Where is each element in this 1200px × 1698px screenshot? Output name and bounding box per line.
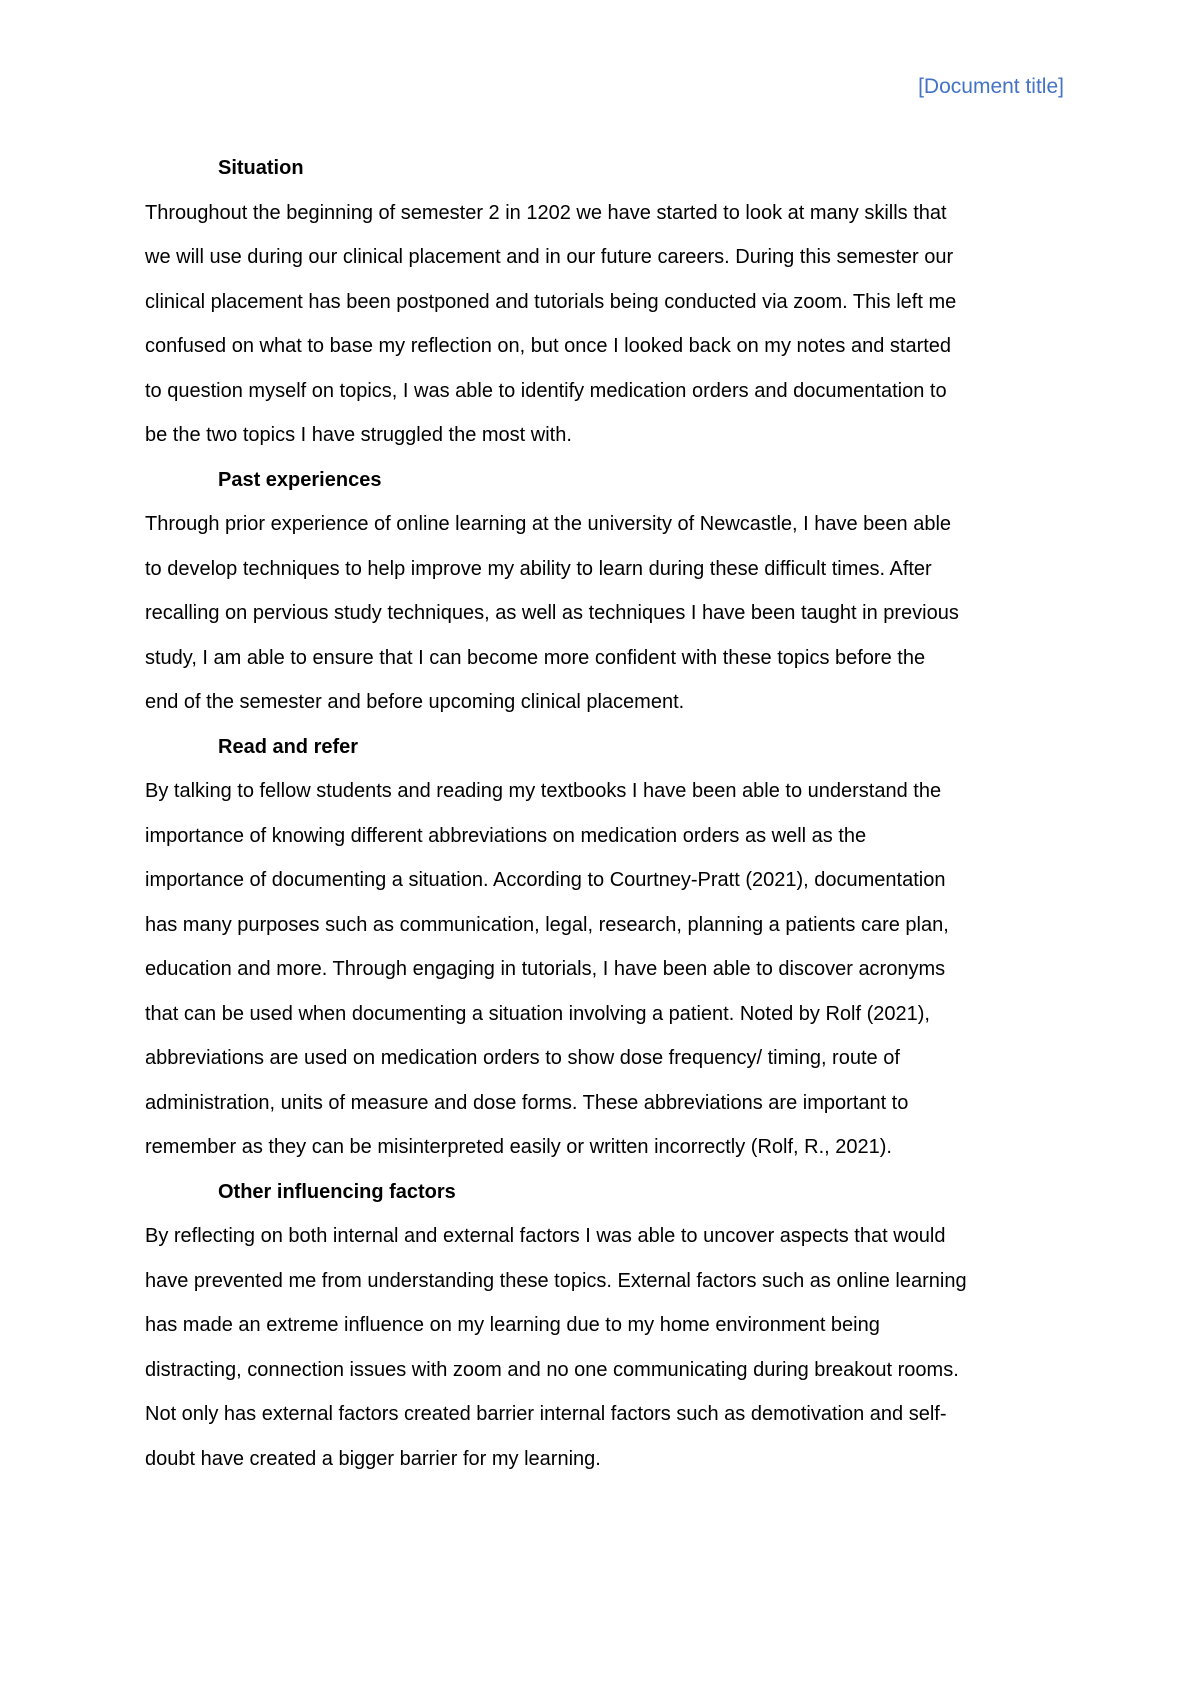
text-line: education and more. Through engaging in tutorials, I have been able to discover acronyms	[145, 958, 946, 980]
section-other-influencing-factors	[145, 1170, 1065, 1482]
section-heading: Other influencing factors	[218, 1180, 456, 1203]
text-line: Through prior experience of online learning at the university of Newcastle, I have been able	[145, 513, 952, 535]
text-line: be the two topics I have struggled the most with.	[145, 424, 572, 446]
text-line: has many purposes such as communication, legal, research, planning a patients care plan,	[145, 913, 949, 936]
section-past-experiences	[145, 458, 1065, 725]
text-line: distracting, connection issues with zoom and no one communicating during breakout rooms.	[145, 1358, 959, 1381]
text-line: By reflecting on both internal and external factors I was able to uncover aspects that would	[145, 1225, 946, 1247]
document-title-header[interactable]: [Document title]	[918, 75, 1064, 98]
section-paragraph	[145, 1214, 1065, 1481]
text-line: Throughout the beginning of semester 2 in 1202 we have started to look at many skills that	[145, 201, 947, 224]
text-line: importance of knowing different abbreviations on medication orders as well as the	[145, 824, 867, 847]
text-line: By talking to fellow students and reading my textbooks I have been able to understand the	[145, 780, 942, 802]
section-paragraph	[145, 502, 1065, 725]
document-body	[145, 146, 1065, 1481]
text-line: remember as they can be misinterpreted easily or written incorrectly (Rolf, R., 2021).	[145, 1136, 892, 1158]
text-line: has made an extreme influence on my learning due to my home environment being	[145, 1314, 880, 1336]
text-line: importance of documenting a situation. According to Courtney-Pratt (2021), documentation	[145, 869, 946, 891]
text-line: clinical placement has been postponed and tutorials being conducted via zoom. This left me	[145, 290, 957, 313]
section-heading: Past experiences	[218, 468, 382, 491]
text-line: we will use during our clinical placement and in our future careers. During this semester our	[145, 246, 954, 268]
text-line: administration, units of measure and dose forms. These abbreviations are important to	[145, 1091, 909, 1114]
section-paragraph	[145, 769, 1065, 1170]
text-line: doubt have created a bigger barrier for my learning.	[145, 1447, 601, 1470]
text-line: Not only has external factors created barrier internal factors such as demotivation and self-	[145, 1403, 947, 1425]
text-line: to question myself on topics, I was able to identify medication orders and documentation to	[145, 379, 947, 402]
text-line: confused on what to base my reflection on, but once I looked back on my notes and started	[145, 335, 952, 357]
section-situation	[145, 146, 1065, 458]
text-line: abbreviations are used on medication orders to show dose frequency/ timing, route of	[145, 1047, 900, 1069]
text-line: that can be used when documenting a situation involving a patient. Noted by Rolf (2021),	[145, 1002, 930, 1025]
text-line: end of the semester and before upcoming clinical placement.	[145, 691, 685, 713]
section-paragraph	[145, 191, 1065, 458]
text-line: recalling on pervious study techniques, as well as techniques I have been taught in previous	[145, 602, 959, 624]
section-heading: Read and refer	[218, 735, 359, 758]
section-read-and-refer	[145, 725, 1065, 1170]
text-line: study, I am able to ensure that I can become more confident with these topics before the	[145, 646, 926, 669]
text-line: to develop techniques to help improve my ability to learn during these difficult times. After	[145, 557, 932, 580]
text-line: have prevented me from understanding these topics. External factors such as online learning	[145, 1269, 967, 1292]
section-heading: Situation	[218, 157, 304, 179]
